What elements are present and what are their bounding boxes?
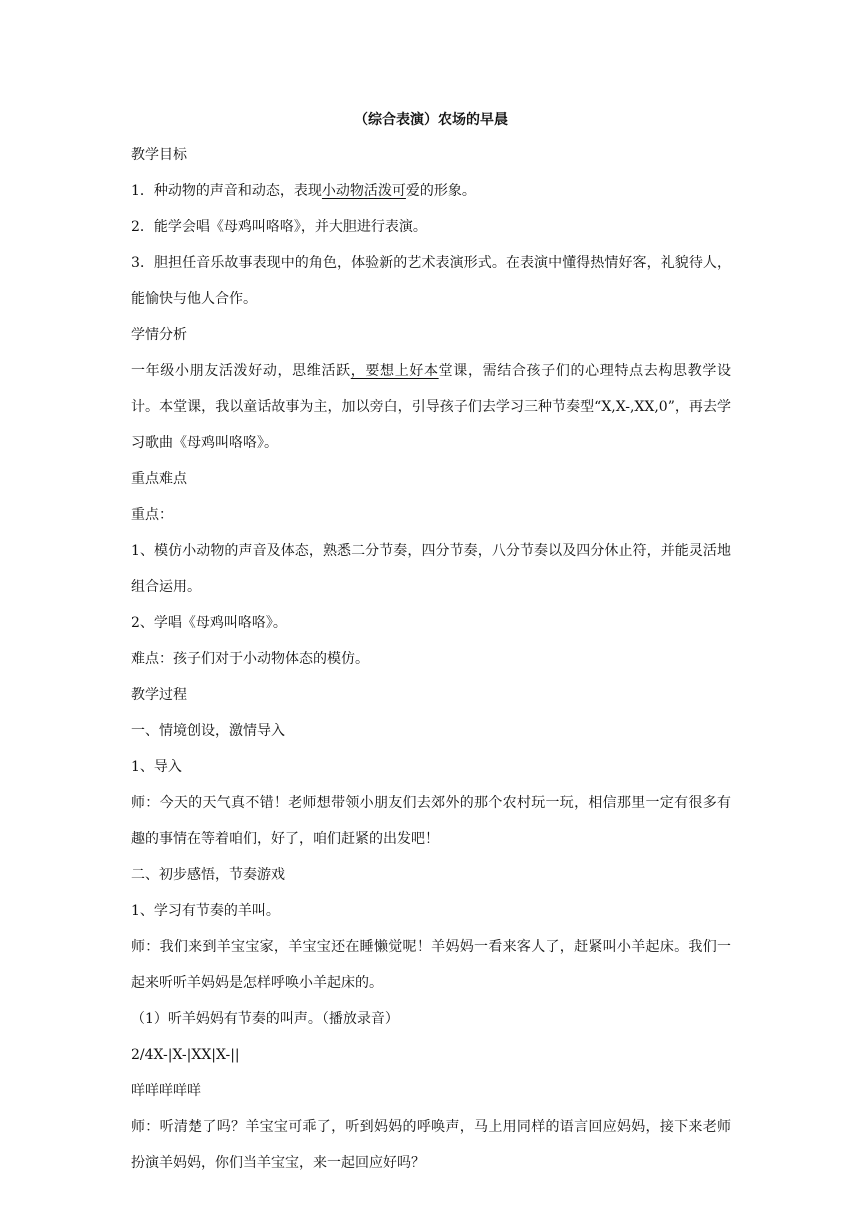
goal-1-text-b: 爱的形象。	[405, 183, 476, 199]
sheep-sound-lyrics: 咩咩咩咩咩	[131, 1083, 201, 1099]
key-point-2: 2、学唱《母鸡叫咯咯》。	[131, 615, 287, 631]
heading-teaching-process: 教学过程	[131, 687, 187, 703]
teacher-dialogue-1: 师：今天的天气真不错！老师想带领小朋友们去郊外的那个农村玩一玩，相信那里一定有很多有趣的事情在等着咱们，好了，咱们赶紧的出发吧！	[131, 795, 731, 847]
goal-item-2: 2．能学会唱《母鸡叫咯咯》，并大胆进行表演。	[131, 219, 427, 235]
goal-1-text-a: 1．种动物的声音和动态，表现	[131, 183, 322, 199]
process-step-2-1: 1、学习有节奏的羊叫。	[131, 903, 280, 919]
analysis-text-a: 一年级小朋友活泼好动，思维活跃	[131, 363, 351, 379]
heading-key-points: 重点难点	[131, 471, 187, 487]
learner-analysis-text	[131, 353, 731, 461]
key-point-label: 重点：	[131, 507, 173, 523]
analysis-underlined: ，要想上好本	[350, 363, 439, 379]
goal-item-1	[131, 173, 731, 209]
process-step-2: 二、初步感悟，节奏游戏	[131, 867, 285, 883]
process-step-2-1-1: （1）听羊妈妈有节奏的叫声。（播放录音）	[131, 1011, 399, 1027]
key-point-1: 1、模仿小动物的声音及体态，熟悉二分节奏，四分节奏，八分节奏以及四分休止符，并能灵活地组合运用。	[131, 543, 731, 595]
goal-item-3: 3．胆担任音乐故事表现中的角色，体验新的艺术表演形式。在表演中懂得热情好客，礼貌待人，能愉快与他人合作。	[131, 255, 731, 307]
difficulty-point: 难点：孩子们对于小动物体态的模仿。	[131, 651, 369, 667]
document-body	[131, 110, 731, 1181]
heading-teaching-goals: 教学目标	[131, 147, 187, 163]
process-step-1: 一、情境创设，激情导入	[131, 723, 285, 739]
teacher-dialogue-3: 师：听清楚了吗？羊宝宝可乖了，听到妈妈的呼唤声，马上用同样的语言回应妈妈，接下来老师扮演羊妈妈，你们当羊宝宝，来一起回应好吗？	[131, 1119, 731, 1171]
heading-learner-analysis: 学情分析	[131, 327, 187, 343]
goal-1-underlined: 小动物活泼可	[321, 183, 406, 199]
document-title: （综合表演）农场的早晨	[354, 112, 508, 128]
analysis-text-b: 堂课，需结合孩子们的心理特点去构思教学设计。本堂课，我以童话故事为主，加以旁白，引导孩子们去学习三种节奏型“X,X-,XX,0”，再去学习歌曲《母鸡叫咯咯》。	[131, 363, 732, 451]
rhythm-notation: 2/4X-|X-|XX|X-||	[131, 1047, 240, 1063]
process-step-1-1: 1、导入	[131, 759, 182, 775]
teacher-dialogue-2: 师：我们来到羊宝宝家，羊宝宝还在睡懒觉呢！羊妈妈一看来客人了，赶紧叫小羊起床。我们一起来听听羊妈妈是怎样呼唤小羊起床的。	[131, 939, 731, 991]
